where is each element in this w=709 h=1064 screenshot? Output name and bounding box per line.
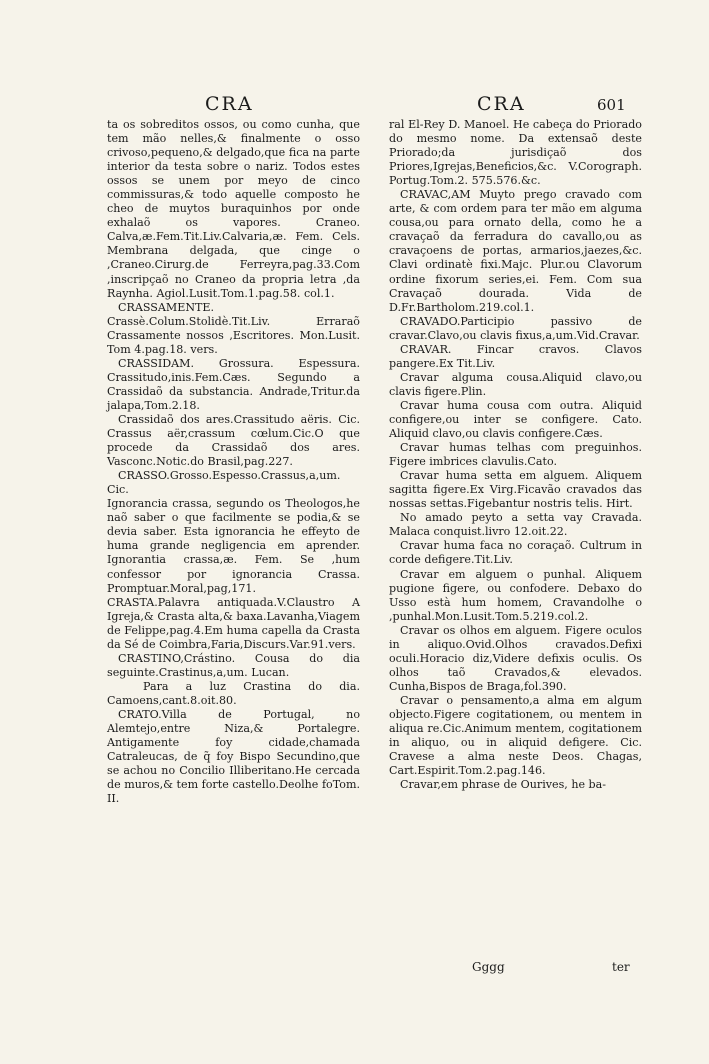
entry-crassamente: CRASSAMENTE. Crassè.Colum.Stolidè.Tit.Liv. Erraraõ Crassamente nossos ,Escritores. Mon.Lusit. Tom 4.pag.18. vers. (107, 300, 360, 356)
entry-cravar-punhal: Cravar em alguem o punhal. Aliquem pugione figere, ou confodere. Debaxo do Usso està hum homem, Cravandolhe o ,punhal.Mon.Lusit.Tom.5.219.col.2. (389, 567, 642, 623)
right-column (389, 118, 642, 792)
entry-ignorancia-crassa: Ignorancia crassa, segundo os Theologos,he naõ saber o que facilmente se podia,& se devia saber. Esta ignorancia he effeyto de huma grande negligencia em aprender. Ignorantia crassa,æ. Fem. Se ,hum confessor por ignorancia Crassa. Promptuar.Moral,pag,171. (107, 497, 360, 595)
entry-cravacam: CRAVAC,AM Muyto prego cravado com arte, & com ordem para ter mão em alguma cousa,ou para ornato della, como he a cravaçaõ da ferradura do cavallo,ou as cravaçoens de portas, armarios,jaezes,&c. Clavi ordinatè fixi.Majc. Plur.ou Clavorum ordine fixorum series,ei. Fem. Com sua Cravaçaõ dourada. Vida de D.Fr.Bartholom.219.col.1. (389, 188, 642, 314)
entry-cravar-pensamento: Cravar o pensamento,a alma em algum objecto.Figere cogitationem, ou mentem in aliqua re.Cic.Animum mentem, cogitationem in aliquo, ou in aliquid defigere. Cic. Cravese a alma neste Deos. Chagas, Cart.Espirit.Tom.2.pag.146. (389, 693, 642, 778)
entry-amado-peyto: No amado peyto a setta vay Cravada. Malaca conquist.livro 12.oit.22. (389, 511, 642, 539)
entry-crassidao-dos-ares: Crassidaõ dos ares.Crassitudo aëris. Cic. Crassus aër,crassum cœlum.Cic.O que procede da Crassidaõ dos ares. Vasconc.Notic.do Brasil,pag.227. (107, 412, 360, 469)
entry-paragraph: ta os sobreditos ossos, ou como cunha, que tem mão nelles,& finalmente o osso crivoso,pequeno,& delgado,que fica na parte interior da testa sobre o nariz. Todos estes ossos se unem por meyo de cinco commissuras,& todo aquelle composto he cheo de muytos buraquinhos por onde exhalaõ os vapores. Craneo. Calva,æ.Fem.Tit.Liv.Calvaria,æ. Fem. Cels. Membrana delgada, que cinge o ,Craneo.Cirurg.de Ferreyra,pag.33.Com ,inscripçaõ no Craneo da propria letra ,da Raynha. Agiol.Lusit.Tom.1.pag.58. col.1. (107, 118, 360, 300)
entry-cravar: CRAVAR. Fincar cravos. Clavos pangere.Ex Tit.Liv. (389, 342, 642, 370)
entry-cravar-faca: Cravar huma faca no coraçaõ. Cultrum in corde defigere.Tit.Liv. (389, 539, 642, 567)
entry-crasso: CRASSO.Grosso.Espesso.Crassus,a,um. Cic. (107, 469, 341, 497)
entry-crassidam: CRASSIDAM. Grossura. Espessura. Crassitudo,inis.Fem.Cæs. Segundo a Crassidaõ da substancia. Andrade,Tritur.da jalapa,Tom.2.18. (107, 356, 360, 412)
catchword: ter (612, 960, 630, 974)
entry-cravar-com-outra: Cravar huma cousa com outra. Aliquid configere,ou inter se configere. Cato. Aliquid clavo,ou clavis configere.Cæs. (389, 398, 642, 441)
entry-crastino: CRASTINO,Crástino. Cousa do dia seguinte.Crastinus,a,um. Lucan. (107, 651, 360, 679)
entry-cravar-cousa: Cravar alguma cousa.Aliquid clavo,ou clavis figere.Plin. (389, 370, 642, 398)
left-column (107, 118, 360, 806)
entry-cravar-olhos: Cravar os olhos em alguem. Figere oculos in aliquo.Ovid.Olhos cravados.Defixi oculi.Horacio diz,Videre defixis oculis. Os olhos taõ Cravados,& elevados. Cunha,Bispos de Braga,fol.390. (389, 623, 642, 693)
entry-cravar-ourives: Cravar,em phrase de Ourives, he ba- (400, 778, 607, 792)
page-number: 601 (597, 96, 626, 114)
entry-crasta: CRASTA.Palavra antiquada.V.Claustro A Igreja,& Crasta alta,& baxa.Lavanha,Viagem de Felippe,pag.4.Em huma capella da Crasta da Sé de Coimbra,Faria,Discurs.Var.91.vers. (107, 595, 360, 651)
entry-cravado: CRAVADO.Participio passivo de cravar.Clavo,ou clavis fixus,a,um.Vid.Cravar. (389, 314, 642, 342)
left-running-head: CRA (205, 93, 254, 115)
right-running-head: CRA (477, 93, 526, 115)
signature-mark: Gggg (472, 960, 505, 974)
entry-camoens-quote: Para a luz Crastina do dia. Camoens,cant.8.oit.80. (107, 679, 360, 707)
entry-crato: CRATO.Villa de Portugal, no Alemtejo,entre Niza,& Portalegre. Antigamente foy cidade,chamada Catraleucas, de q̃ foy Bispo Secundino,que se achou no Concilio Illiberitano.He cercada de muros,& tem forte castello.Deolhe foTom. II. (107, 707, 360, 806)
entry-cravar-telhas: Cravar humas telhas com preguinhos. Figere imbrices clavulis.Cato. (389, 441, 642, 469)
entry-continued: ral El-Rey D. Manoel. He cabeça do Priorado do mesmo nome. Da extensaõ deste Priorado;da jurisdiçaõ dos Priores,Igrejas,Beneficios,&c. V.Corograph. Portug.Tom.2. 575.576.&c. (389, 118, 642, 188)
entry-cravar-setta: Cravar huma setta em alguem. Aliquem sagitta figere.Ex Virg.Ficavão cravados das nossas settas.Figebantur nostris telis. Hirt. (389, 469, 642, 511)
